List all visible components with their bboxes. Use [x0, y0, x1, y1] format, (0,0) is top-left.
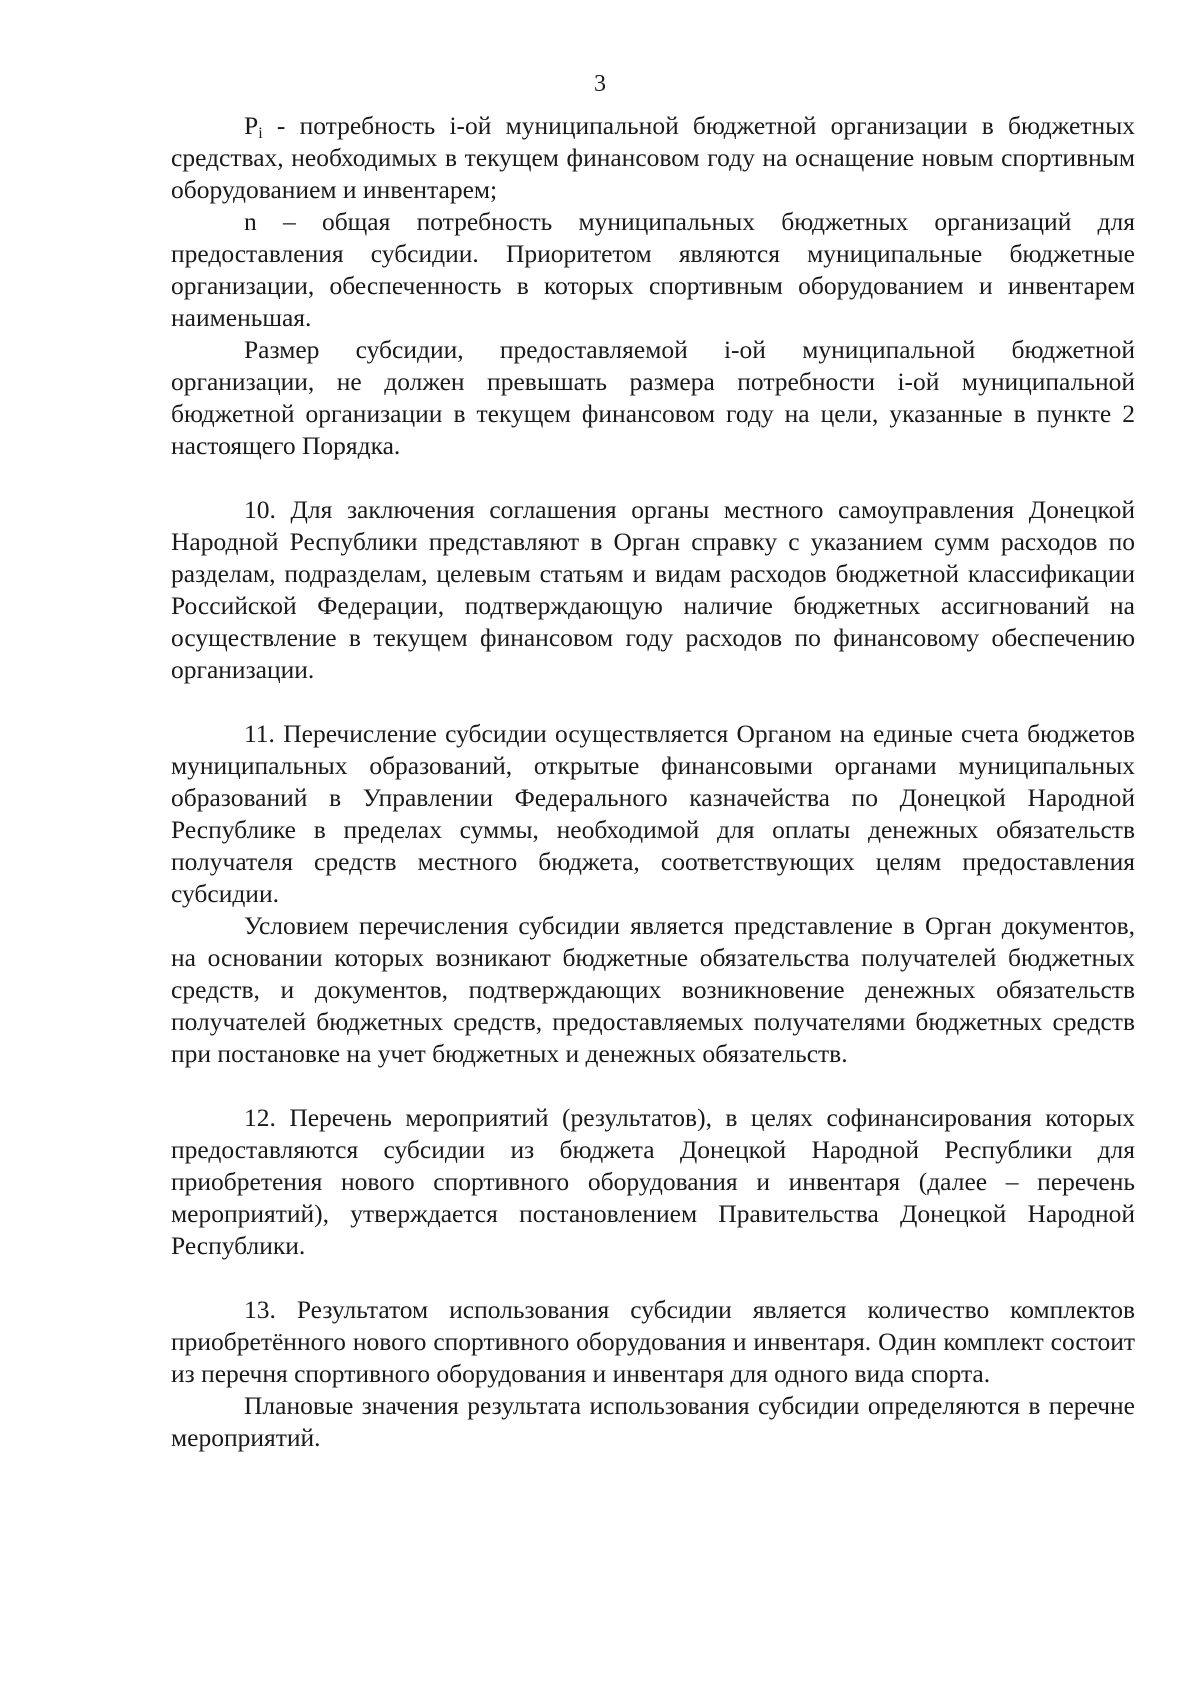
- paragraph-transfer-condition: Условием перечисления субсидии является представление в Орган документов, на основании которых возникают бюджетные обязательства получателей бюджетных средств, и документов, подтверждающих возникновение денежных обязательств получателей бюджетных средств, предоставляемых получателями бюджетных средств при постановке на учет бюджетных и денежных обязательств.: [171, 911, 1135, 1068]
- paragraph-item-11: 11. Перечисление субсидии осуществляется Органом на единые счета бюджетов муниципальных образований, открытые финансовыми органами муниципальных образований в Управлении Федерального казначейства по Донецкой Народной Республике в пределах суммы, необходимой для оплаты денежных обязательств получателя средств местного бюджета, соответствующих целям предоставления субсидии.: [171, 719, 1135, 908]
- paragraph-text: - потребность i-ой муниципальной бюджетной организации в бюджетных средствах, необходимых в текущем финансовом году на оснащение новым спортивным оборудованием и инвентарем;: [171, 111, 1135, 204]
- document-body: [171, 110, 1135, 1454]
- paragraph-pi-definition: [171, 110, 1135, 206]
- page-number: 3: [594, 71, 606, 97]
- p-symbol: P: [244, 111, 259, 140]
- paragraph-n-definition: n – общая потребность муниципальных бюджетных организаций для предоставления субсидии. Приоритетом являются муниципальные бюджетные организации, обеспеченность в которых спортивным оборудованием и инвентарем наименьшая.: [171, 207, 1135, 332]
- paragraph-subsidy-size: Размер субсидии, предоставляемой i-ой муниципальной бюджетной организации, не должен превышать размера потребности i-ой муниципальной бюджетной организации в текущем финансовом году на цели, указанные в пункте 2 настоящего Порядка.: [171, 335, 1135, 460]
- paragraph-planned-values: Плановые значения результата использования субсидии определяются в перечне мероприятий.: [171, 1391, 1135, 1452]
- paragraph-item-10: 10. Для заключения соглашения органы местного самоуправления Донецкой Народной Республики представляют в Орган справку с указанием сумм расходов по разделам, подразделам, целевым статьям и видам расходов бюджетной классификации Российской Федерации, подтверждающую наличие бюджетных ассигнований на осуществление в текущем финансовом году расходов по финансовому обеспечению организации.: [171, 495, 1135, 684]
- paragraph-item-13: 13. Результатом использования субсидии является количество комплектов приобретённого нового спортивного оборудования и инвентаря. Один комплект состоит из перечня спортивного оборудования и инвентаря для одного вида спорта.: [171, 1295, 1135, 1388]
- paragraph-item-12: 12. Перечень мероприятий (результатов), в целях софинансирования которых предоставляются субсидии из бюджета Донецкой Народной Республики для приобретения нового спортивного оборудования и инвентаря (далее – перечень мероприятий), утверждается постановлением Правительства Донецкой Народной Республики.: [171, 1103, 1135, 1260]
- p-subscript: i: [258, 125, 263, 142]
